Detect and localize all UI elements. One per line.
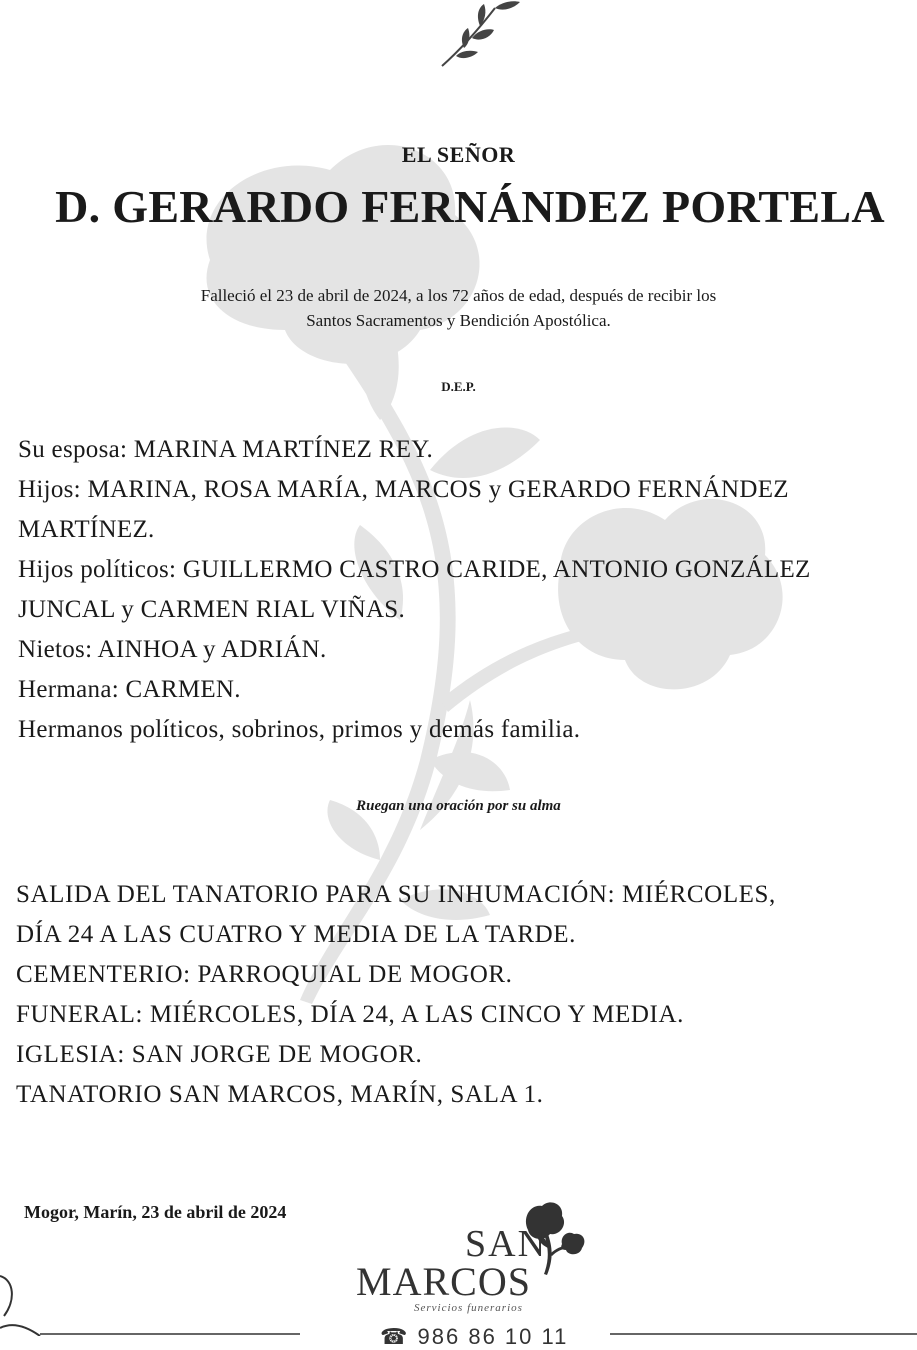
family-line-spouse: Su esposa: MARINA MARTÍNEZ REY. — [18, 436, 433, 463]
family-line-in-laws-cont: JUNCAL y CARMEN RIAL VIÑAS. — [18, 596, 406, 623]
logo-san-text: SAN — [465, 1223, 548, 1265]
phone-number: ☎ 986 86 10 11 — [380, 1324, 569, 1349]
family-line-relatives: Hermanos políticos, sobrinos, primos y demás familia. — [18, 716, 581, 743]
death-notice — [0, 283, 917, 333]
family-line-in-laws: Hijos políticos: GUILLERMO CASTRO CARIDE, ANTONIO GONZÁLEZ — [18, 556, 811, 583]
logo-marcos-text: MARCOS — [356, 1259, 531, 1304]
service-line-funeral: FUNERAL: MIÉRCOLES, DÍA 24, A LAS CINCO Y MEDIA. — [16, 1001, 684, 1028]
service-line-cemetery: CEMENTERIO: PARROQUIAL DE MOGOR. — [16, 961, 513, 988]
service-line-funeral-home: TANATORIO SAN MARCOS, MARÍN, SALA 1. — [16, 1081, 544, 1108]
family-line-grandchildren: Nietos: AINHOA y ADRIÁN. — [18, 636, 327, 663]
logo-tagline: Servicios funerarios — [414, 1302, 523, 1314]
service-line-church: IGLESIA: SAN JORGE DE MOGOR. — [16, 1041, 423, 1068]
death-notice-line-2: Santos Sacramentos y Bendición Apostólica. — [306, 311, 611, 330]
death-notice-line-1: Falleció el 23 de abril de 2024, a los 72 años de edad, después de recibir los — [200, 286, 717, 305]
service-line-departure-time: DÍA 24 A LAS CUATRO Y MEDIA DE LA TARDE. — [16, 921, 576, 948]
service-line-departure: SALIDA DEL TANATORIO PARA SU INHUMACIÓN: MIÉRCOLES, — [16, 881, 776, 908]
deceased-name: D. GERARDO FERNÁNDEZ PORTELA — [55, 181, 885, 232]
header-label: EL SEÑOR — [401, 142, 516, 167]
sprig-icon — [430, 0, 530, 70]
funeral-home-logo — [340, 1196, 600, 1336]
dep-label: D.E.P. — [441, 379, 476, 394]
bottom-divider — [0, 1320, 917, 1336]
family-line-children-cont: MARTÍNEZ. — [18, 516, 155, 543]
prayer-text: Ruegan una oración por su alma — [356, 798, 561, 814]
family-line-children: Hijos: MARINA, ROSA MARÍA, MARCOS y GERARDO FERNÁNDEZ — [18, 476, 789, 503]
place-date: Mogor, Marín, 23 de abril de 2024 — [24, 1202, 287, 1222]
family-line-sister: Hermana: CARMEN. — [18, 676, 241, 703]
